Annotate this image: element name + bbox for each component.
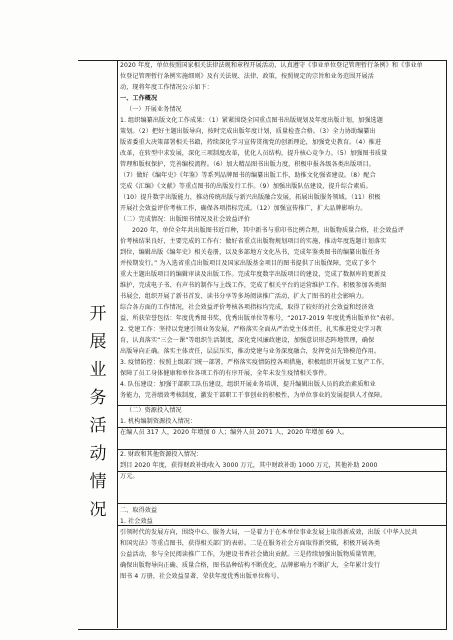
side-label — [78, 300, 118, 524]
body-line: 育，认真落实“三会一课”等组织生活制度，深化党风廉政建设，加强意识形态阵地管理，确保 — [120, 337, 375, 344]
side-char: 业 — [89, 360, 107, 380]
intro-line: 动，现将年度工作情况公示如下： — [120, 84, 213, 91]
body-line: 4. 队伍建设：加强干部职工队伍建设，组织开展业务培训，提升编辑出版人员的政治素质和业 — [120, 381, 376, 388]
section-heading: 一、工作概况 — [120, 95, 158, 102]
body-line: 并按期发行。” 为入选省重点出版项目及国家出版基金项目的图书提供了出版保障，完成了多个 — [120, 260, 377, 267]
body-line: 改革，在转型中求发展，深化三项制度改革，优化人员结构，提升核心竞争力。（5）加强图书质量 — [120, 150, 388, 157]
side-char: 动 — [89, 444, 107, 464]
side-char: 活 — [89, 416, 107, 436]
body-line: 维护，完成电子书、有声书的制作与上线工作，完成了相关平台的运营维护工作。积极参加各类图 — [120, 282, 387, 289]
body-line: 开展社会效益评价考核工作，确保各项指标完成。（12）加强宣传推广，扩大品牌影响力。 — [120, 205, 367, 212]
body-line: 出版导向正确。落实主体责任，层层压实，推动党建与业务深度融合，发挥党员先锋模范作用。 — [120, 348, 381, 355]
subsection-heading: （二）资源投入情况 — [126, 407, 182, 414]
benefits-line: 公益活动，参与全民阅读推广工作，为建设书香社会做出贡献。三是持续加强出版物质量管理， — [120, 551, 381, 558]
body-line: 益，所获荣誉包括：年度优秀图书奖、优秀出版单位等称号，“2017-2019 年度优秀出版单位”表彰。 — [120, 315, 399, 322]
intro-block — [120, 60, 444, 401]
body-line: 重大主题出版项目的编辑审读及出版工作。完成年度数字出版项目的建设，完成了数据库的更新及 — [120, 271, 387, 278]
resources-heading-row — [120, 405, 444, 416]
funding-label: 2. 财政和其他资源投入情况： — [120, 451, 203, 458]
benefits-row — [120, 505, 444, 582]
staffing-row — [120, 416, 444, 438]
intro-line: 位登记管理暂行条例实施细则》及有关法规、法律、政策，按照规定的宗旨和业务范围开展活 — [120, 73, 374, 80]
side-char: 情 — [89, 472, 107, 492]
body-line: 2. 党建工作：坚持以党建引领业务发展，严格落实全面从严治党主体责任，扎实推进党史学习教 — [120, 326, 382, 333]
side-char: 务 — [89, 388, 107, 408]
funding-value: 万元。 — [120, 473, 139, 480]
side-char: 开 — [89, 304, 107, 324]
body-line: 版省委重大决策部署相关书籍，持续深化学习宣传贯彻党的创新理论，加强党史教育。（4）推进 — [120, 139, 382, 146]
funding-value: 到目 2020 年度，获得财政补助收入 3000 万元，其中财政补助 1000 万元，其他补助 2000 — [120, 462, 378, 469]
body-line: 综合各方面的工作情况，社会效益评价考核各项指标均完成，取得了较好的社会效益和经济效 — [120, 304, 374, 311]
body-line: 书展会，组织开展了新书首发、读书分享等多场阅读推广活动，扩大了图书的社会影响力。 — [120, 293, 368, 300]
body-line: 务能力，完善绩效考核制度，激发干部职工干事创业的积极性，为单位事业的发展提供人才保障。 — [120, 392, 387, 399]
body-line: 价考核结果良好，主要完成的工作有：做好省重点出版物规划项目的实施，推动年度选题计划落实 — [120, 238, 387, 245]
body-line: 3. 疫情防控：按照上级部门统一部署，严格落实疫情防控各项措施，积极组织开展复工复产工作， — [120, 359, 389, 366]
body-line: 策划。（2）把好主题出版导向，按时完成出版年度计划，质量检查合格。（3）全力协助编纂出 — [120, 128, 376, 135]
subsection-heading: 1. 社会效益 — [120, 518, 153, 525]
side-char: 展 — [89, 332, 107, 352]
body-line: 1. 组织编纂出版文化工作成果：（1）紧紧围绕全国重点图书出版规划及年度出版计划，加强选题 — [120, 117, 383, 124]
benefits-line: 和国宪法》等重点图书，获得相关部门的表彰。二是在服务社会方面取得新突破，积极开展各类 — [120, 540, 381, 547]
funding-row — [120, 449, 444, 482]
benefits-line: 引领时代的发展方向，围绕中心、服务大局，一是着力于在本单位事业发展上取得新成效，出版《中华人民共 — [120, 529, 418, 536]
side-column — [78, 60, 118, 628]
benefits-line: 图书 4 万册，社会效益显著，荣获年度优秀出版单位称号。 — [120, 573, 283, 580]
section-heading: 二、取得效益 — [120, 507, 158, 514]
content-body — [120, 60, 444, 628]
staffing-value: 在编人员 317 人，2020 年增加 0 人；编外人员 2071 人，2020 年增加 69 人。 — [120, 429, 349, 436]
body-line: 到位，编辑出版《编年史》相关卷册，以及多部地方文化丛书，完成年鉴类图书的编纂出版任务 — [120, 249, 381, 256]
body-line: 保障了员工身体健康和单位各项工作的有序开展，全年未发生疫情相关事件。 — [120, 370, 331, 377]
side-char: 况 — [89, 500, 107, 520]
body-line: 2020 年，单位全年共出版图书近百种，其中新书与重印书比例合理，出版物质量合格，社会效益评 — [132, 227, 404, 234]
body-line: （7）做好《编年史》《年鉴》等系列品牌图书的编纂出版工作，助推文化强省建设。（8）配合 — [120, 172, 376, 179]
body-line: 完成《汇编》《文献》等重点图书的出版发行工作。（9）加强出版队伍建设，提升综合素质。 — [120, 183, 372, 190]
subsection-heading: （一）开展业务情况 — [126, 106, 182, 113]
body-line: 管理和版权保护，完善编校流程。（6）加大精品图书出版力度，积极申报各级各类出版项目。 — [120, 161, 375, 168]
intro-line: 2020 年度，单位按照国家相关法律法规和章程开展活动，认真遵守《事业单位登记管理暂行条例》和《事业单 — [120, 62, 423, 69]
staffing-label: 1. 机构编制资源投入情况： — [120, 418, 197, 425]
body-line: （二）完成情况：出版图书情况及社会效益评价 — [120, 216, 251, 223]
body-line: （10）提升数字出版能力，推动传统出版与新兴出版融合发展，拓展出版服务领域。（11）积极 — [120, 194, 381, 201]
benefits-line: 确保出版物导向正确、质量合格，图书品种结构不断优化，品牌影响力不断扩大，全年累计发行 — [120, 562, 381, 569]
